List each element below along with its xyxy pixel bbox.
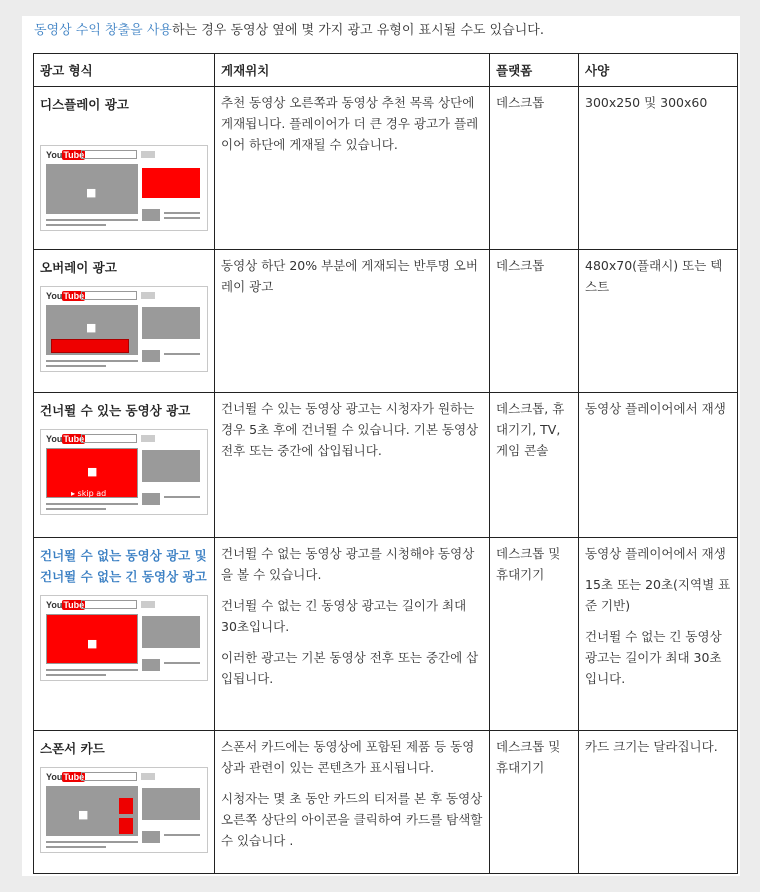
placement-cell: 건너뛸 수 있는 동영상 광고는 시청자가 원하는 경우 5초 후에 건너뛸 수 있습니다. 기본 동영상 전후 또는 중간에 삽입됩니다. — [215, 393, 490, 538]
line-placeholder — [46, 365, 106, 367]
format-title: 스폰서 카드 — [40, 741, 105, 756]
platform-cell: 데스크톱, 휴대기기, TV, 게임 콘솔 — [490, 393, 579, 538]
platform-cell: 데스크톱 — [490, 87, 579, 250]
overlay-ad-thumbnail — [40, 286, 208, 372]
header-placement: 게재위치 — [215, 54, 490, 87]
thumb-placeholder — [142, 831, 160, 843]
platform-cell: 데스크톱 및 휴대기기 — [490, 538, 579, 731]
skip-ad-label: ▸ skip ad — [71, 489, 107, 498]
format-cell — [34, 393, 215, 538]
line-placeholder — [46, 846, 106, 848]
line-placeholder — [46, 508, 106, 510]
search-bar-placeholder — [81, 291, 137, 300]
skippable-ad-thumbnail — [40, 429, 208, 515]
placement-cell: 동영상 하단 20% 부분에 게재되는 반투명 오버레이 광고 — [215, 250, 490, 393]
sponsor-card-box — [119, 818, 133, 834]
overlay-ad-box — [51, 339, 129, 353]
thumb-placeholder — [142, 350, 160, 362]
table-row — [34, 87, 738, 250]
placement-cell: 스폰서 카드에는 동영상에 포함된 제품 등 동영상과 관련이 있는 콘텐츠가 표시됩니다. 시청자는 몇 초 동안 카드의 티저를 본 후 동영상 오른쪽 상단의 아이콘을 클릭하여 카드를 탐색할 수 있습니다 . — [215, 731, 490, 874]
search-button-placeholder — [141, 601, 155, 608]
table-row — [34, 731, 738, 874]
placement-cell: 추천 동영상 오른쪽과 동영상 추천 목록 상단에 게재됩니다. 플레이어가 더 큰 경우 광고가 플레이어 하단에 게재될 수 있습니다. — [215, 87, 490, 250]
line-placeholder — [46, 503, 138, 505]
spec-cell: 480x70(플래시) 또는 텍스트 — [579, 250, 738, 393]
intro-text — [34, 22, 544, 40]
display-ad-thumbnail — [40, 145, 208, 231]
sidebar-placeholder — [142, 788, 200, 820]
table-row — [34, 538, 738, 731]
format-title-link[interactable]: 건너뛸 수 없는 동영상 광고 및 건너뛸 수 없는 긴 동영상 광고 — [40, 548, 207, 584]
youtube-logo: YouTube — [46, 291, 85, 301]
platform-cell: 데스크톱 및 휴대기기 — [490, 731, 579, 874]
youtube-logo: YouTube — [46, 600, 85, 610]
video-camera-icon: ■ — [87, 465, 98, 478]
sidebar-placeholder — [142, 450, 200, 482]
video-camera-icon: ■ — [87, 637, 98, 650]
search-button-placeholder — [141, 292, 155, 299]
ad-format-table — [33, 53, 738, 874]
format-title: 디스플레이 광고 — [40, 97, 129, 112]
line-placeholder — [46, 224, 106, 226]
line-placeholder — [164, 662, 200, 664]
video-camera-icon: ■ — [86, 186, 97, 199]
line-placeholder — [164, 496, 200, 498]
sidebar-placeholder — [142, 307, 200, 339]
format-cell — [34, 250, 215, 393]
header-spec: 사양 — [579, 54, 738, 87]
format-cell — [34, 731, 215, 874]
line-placeholder — [46, 841, 138, 843]
line-placeholder — [46, 674, 106, 676]
video-camera-icon: ■ — [86, 321, 97, 334]
thumb-placeholder — [142, 493, 160, 505]
search-button-placeholder — [141, 435, 155, 442]
youtube-logo: YouTube — [46, 150, 85, 160]
line-placeholder — [46, 360, 138, 362]
search-bar-placeholder — [81, 600, 137, 609]
sidebar-placeholder — [142, 616, 200, 648]
sponsor-card-thumbnail — [40, 767, 208, 853]
table-row — [34, 250, 738, 393]
header-platform: 플랫폼 — [490, 54, 579, 87]
table-header-row — [34, 54, 738, 87]
search-button-placeholder — [141, 773, 155, 780]
search-bar-placeholder — [81, 772, 137, 781]
spec-cell: 300x250 및 300x60 — [579, 87, 738, 250]
display-ad-box — [142, 168, 200, 198]
search-button-placeholder — [141, 151, 155, 158]
video-ad-player — [46, 614, 138, 664]
placement-cell: 건너뛸 수 없는 동영상 광고를 시청해야 동영상을 볼 수 있습니다. 건너뛸 수 없는 긴 동영상 광고는 길이가 최대 30초입니다. 이러한 광고는 기본 동영상 전후 또는 중간에 삽입됩니다. — [215, 538, 490, 731]
youtube-logo: YouTube — [46, 434, 85, 444]
format-title: 오버레이 광고 — [40, 260, 117, 275]
sponsor-card-box — [119, 798, 133, 814]
header-format: 광고 형식 — [34, 54, 215, 87]
line-placeholder — [46, 669, 138, 671]
line-placeholder — [164, 353, 200, 355]
video-ad-player — [46, 448, 138, 498]
search-bar-placeholder — [81, 150, 137, 159]
spec-cell: 동영상 플레이어에서 재생 15초 또는 20초(지역별 표준 기반) 건너뛸 수 없는 긴 동영상 광고는 길이가 최대 30초입니다. — [579, 538, 738, 731]
intro-rest: 하는 경우 동영상 옆에 몇 가지 광고 유형이 표시될 수도 있습니다. — [171, 23, 544, 38]
format-title: 건너뛸 수 있는 동영상 광고 — [40, 403, 191, 418]
thumb-placeholder — [142, 209, 160, 221]
line-placeholder — [164, 834, 200, 836]
line-placeholder — [164, 217, 200, 219]
spec-cell: 카드 크기는 달라집니다. — [579, 731, 738, 874]
line-placeholder — [46, 219, 138, 221]
video-camera-icon: ■ — [78, 808, 89, 821]
spec-cell: 동영상 플레이어에서 재생 — [579, 393, 738, 538]
thumb-placeholder — [142, 659, 160, 671]
monetization-link[interactable]: 동영상 수익 창출을 사용 — [34, 23, 172, 38]
line-placeholder — [164, 212, 200, 214]
youtube-logo: YouTube — [46, 772, 85, 782]
platform-cell: 데스크톱 — [490, 250, 579, 393]
non-skippable-ad-thumbnail — [40, 595, 208, 681]
format-cell — [34, 538, 215, 731]
format-cell — [34, 87, 215, 250]
search-bar-placeholder — [81, 434, 137, 443]
video-player-placeholder — [46, 164, 138, 214]
table-row — [34, 393, 738, 538]
